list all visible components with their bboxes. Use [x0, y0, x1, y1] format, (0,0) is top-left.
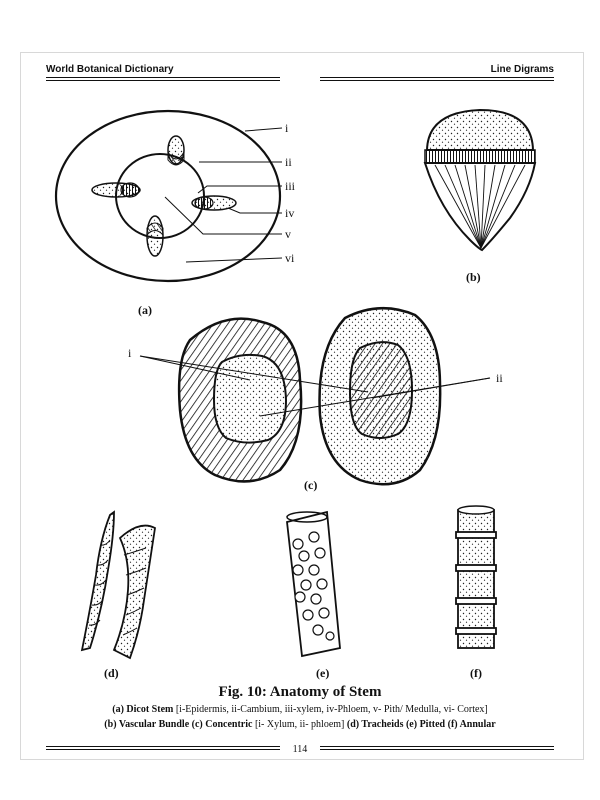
dicot-stem-diagram	[56, 111, 282, 281]
label-c-i: i	[128, 346, 132, 360]
vascular-bundle-left	[92, 183, 140, 197]
tracheids-diagram	[82, 512, 155, 658]
caption-a: (a)	[138, 303, 152, 317]
label-a-v: v	[285, 227, 291, 241]
vascular-bundle-right	[192, 196, 236, 210]
vascular-bundle-diagram	[425, 110, 535, 250]
epidermis-ring	[56, 111, 280, 281]
caption-f: (f)	[470, 666, 482, 680]
caption-e: (e)	[316, 666, 330, 680]
pitted-vessel-diagram	[287, 512, 340, 656]
figure-desc-line2	[0, 719, 600, 730]
vascular-bundle-bottom	[147, 216, 163, 256]
page-number: 114	[292, 744, 308, 755]
annular-vessel-diagram	[456, 506, 496, 648]
figure-desc-line1	[0, 704, 600, 715]
vascular-bundle-top	[168, 136, 184, 165]
leader-vi	[186, 258, 282, 262]
desc-f-head: (f) Annular	[447, 719, 496, 730]
desc-c-head: (c) Concentric	[191, 719, 253, 730]
desc-d-head: (d) Tracheids	[346, 719, 404, 730]
desc-c-text: [i- Xylum, ii- phloem]	[254, 719, 345, 730]
caption-d: (d)	[104, 666, 119, 680]
header-right: Line Digrams	[490, 64, 554, 75]
leader-iii	[198, 186, 282, 193]
label-a-vi: vi	[285, 251, 295, 265]
figure-title: Fig. 10: Anatomy of Stem	[218, 684, 382, 700]
concentric-left	[179, 319, 301, 482]
desc-b-head: (b) Vascular Bundle	[104, 719, 190, 730]
header-left: World Botanical Dictionary	[46, 64, 174, 75]
desc-a-head: (a) Dicot Stem	[112, 704, 174, 715]
desc-a-text: [i-Epidermis, ii-Cambium, iii-xylem, iv-Phloem, v- Pith/ Medulla, vi- Cortex]	[175, 704, 488, 715]
label-a-i: i	[285, 121, 289, 135]
label-c-ii: ii	[496, 371, 503, 385]
leader-iv	[228, 208, 282, 213]
label-a-ii: ii	[285, 155, 292, 169]
label-a-iv: iv	[285, 206, 295, 220]
caption-b: (b)	[466, 270, 481, 284]
leader-i	[245, 128, 282, 131]
desc-e-head: (e) Pitted	[405, 719, 446, 730]
caption-c: (c)	[304, 478, 318, 492]
label-a-iii: iii	[285, 179, 296, 193]
